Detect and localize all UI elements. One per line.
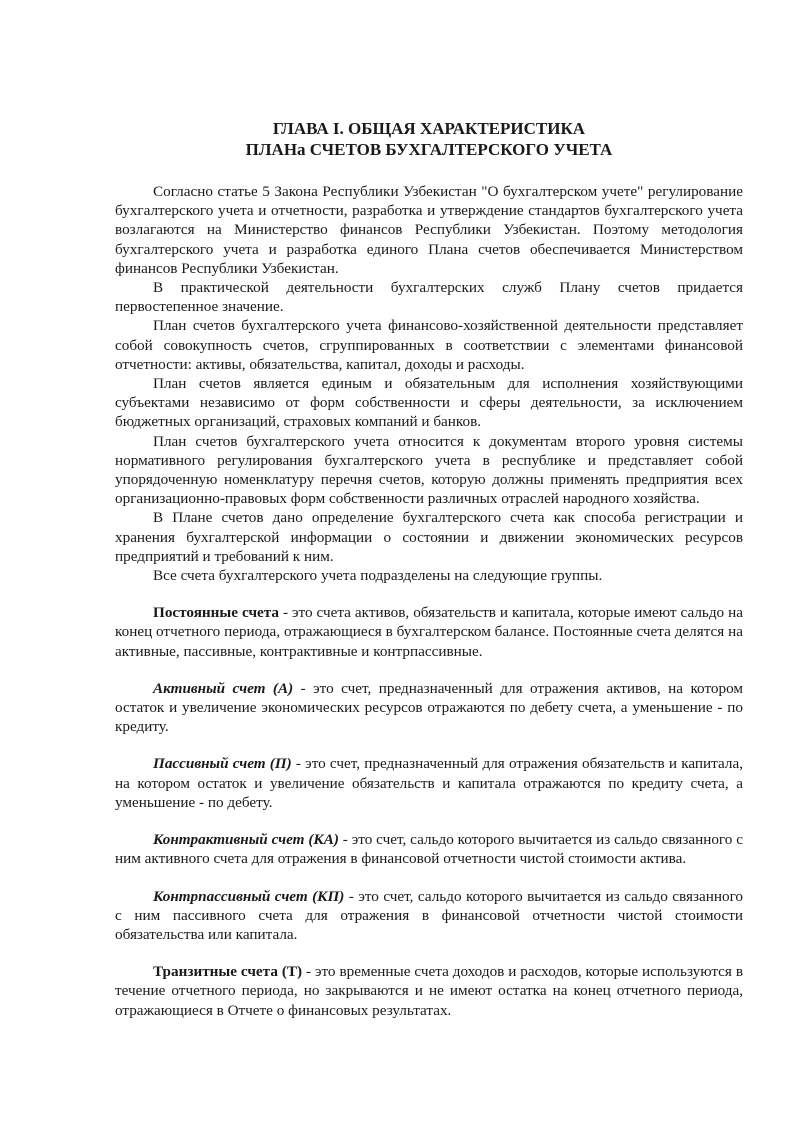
definition-text: - это счет, предназначенный для отражения обязательств и капитала, на котором остаток и увеличение обязательств и капитала отражаются по кредиту счета, а уменьшение - по дебету.: [115, 755, 743, 811]
paragraph-account-definition: В Плане счетов дано определение бухгалтерского счета как способа регистрации и хранения бухгалтерской информации о состоянии и движении экономических ресурсов предприятий и требований к ним.: [115, 509, 743, 565]
paragraph-law-reference: Согласно статье 5 Закона Республики Узбекистан "О бухгалтерском учете" регулирование бухгалтерского учета и отчетности, разработка и утверждение стандартов бухгалтерского учета возлагаются на Министерство финансов Республики Узбекистан. Поэтому методология бухгалтерского учета и разработка единого Плана счетов обеспечивается Министерством финансов Республики Узбекистан.: [115, 183, 743, 277]
chapter-title-line-1: ГЛАВА I. ОБЩАЯ ХАРАКТЕРИСТИКА: [272, 119, 586, 138]
definition-permanent-accounts: [115, 603, 743, 661]
definition-text: - это счет, сальдо которого вычитается из сальдо связанного с ним активного счета для отражения в финансовой отчетности чистой стоимости актива.: [115, 831, 743, 868]
definition-transit-accounts: [115, 962, 743, 1020]
definition-text: - это счета активов, обязательств и капитала, которые имеют сальдо на конец отчетного периода, отражающиеся в бухгалтерском балансе. Постоянные счета делятся на активные, пассивные, контрактивные и контрпассивные.: [115, 604, 743, 660]
chapter-title-line-2: ПЛАНа СЧЕТОВ БУХГАЛТЕРСКОГО УЧЕТА: [245, 140, 613, 159]
definition-text: - это счет, сальдо которого вычитается из сальдо связанного с ним пассивного счета для отражения в финансовой отчетности чистой стоимости обязательства или капитала.: [115, 887, 744, 943]
term-active-account: Активный счет (А): [153, 679, 294, 697]
paragraph-plan-level: План счетов бухгалтерского учета относится к документам второго уровня системы нормативного регулирования бухгалтерского учета в республике и представляет собой упорядоченную номенклатуру перечня счетов, которую должны применять предприятия всех организационно-правовых форм собственности различных отраслей народного хозяйства.: [115, 432, 743, 508]
term-contra-passive-account: Контрпассивный счет (КП): [153, 887, 345, 905]
term-transit-accounts: Транзитные счета (Т): [153, 963, 303, 981]
paragraph-practice: В практической деятельности бухгалтерских служб Плану счетов придается первостепенное значение.: [115, 279, 743, 316]
term-passive-account: Пассивный счет (П): [153, 755, 292, 773]
chapter-title: [115, 118, 743, 160]
definition-contra-active-account: [115, 830, 743, 868]
paragraph-plan-mandatory: План счетов является единым и обязательным для исполнения хозяйствующими субъектами независимо от форм собственности и сферы деятельности, за исключением бюджетных организаций, страховых компаний и банков.: [115, 375, 743, 431]
definition-active-account: [115, 679, 743, 737]
definition-passive-account: [115, 754, 743, 812]
definition-text: - это счет, предназначенный для отражения активов, на котором остаток и увеличение экономических ресурсов отражаются по дебету счета, а уменьшение - по кредиту.: [115, 679, 743, 736]
term-contra-active-account: Контрактивный счет (КА): [153, 831, 339, 849]
definition-text: - это временные счета доходов и расходов, которые используются в течение отчетного периода, но закрываются и не имеют остатка на конец отчетного периода, отражающиеся в Отчете о финансовых результатах.: [115, 963, 743, 1019]
definition-contra-passive-account: [115, 887, 743, 945]
document-page: [115, 118, 743, 1020]
paragraph-groups-intro: Все счета бухгалтерского учета подразделены на следующие группы.: [153, 567, 603, 585]
term-permanent-accounts: Постоянные счета: [153, 604, 279, 622]
paragraph-plan-definition: План счетов бухгалтерского учета финансово-хозяйственной деятельности представляет собой совокупность счетов, сгруппированных в соответствии с элементами финансовой отчетности: активы, обязательства, капитал, доходы и расходы.: [115, 317, 743, 373]
